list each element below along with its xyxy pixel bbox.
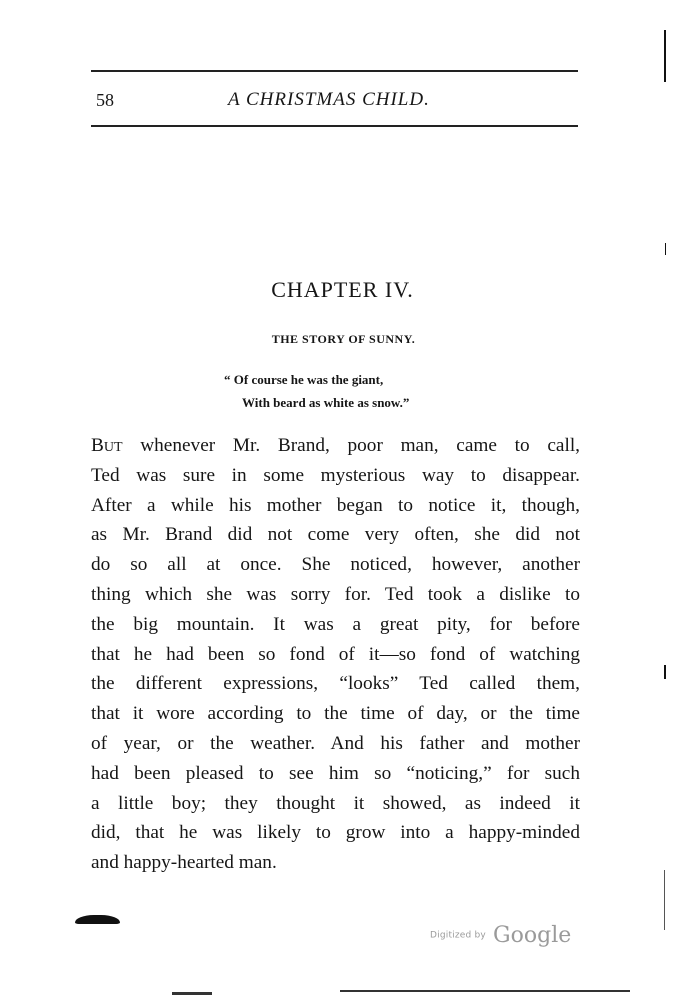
paragraph-line: Ted was sure in some mysterious way to disappear. [91,464,580,486]
paragraph-line: did, that he was likely to grow into a happy-minded [91,822,580,844]
scan-edge-mark [664,665,666,679]
paragraph-line: as Mr. Brand did not come very often, she did not [91,524,580,546]
digitized-watermark [430,923,571,948]
scan-edge-mark [664,30,666,82]
scan-bottom-edge [172,992,212,995]
epigraph-line: “ Of course he was the giant, [224,372,384,387]
paragraph-line: had been pleased to see him so “noticing,” for such [91,762,580,784]
epigraph [224,368,409,414]
paragraph-line: the different expressions, “looks” Ted called them, [91,673,580,695]
paragraph-line [91,431,580,461]
paragraph-line: that he had been so fond of it—so fond of watching [91,643,580,665]
scan-edge-mark [664,870,665,930]
paragraph-line: and happy-hearted man. [91,852,277,874]
scan-bottom-edge [340,990,630,992]
body-paragraph [91,431,580,878]
drop-word: But [91,435,123,456]
paragraph-line: the big mountain. It was a great pity, for before [91,613,580,635]
paragraph-line: of year, or the weather. And his father and mother [91,732,580,754]
epigraph-line: With beard as white as snow.” [242,395,410,410]
paragraph-line: that it wore according to the time of day, or the time [91,703,580,725]
ink-blot [75,915,120,924]
paragraph-line: thing which she was sorry for. Ted took a dislike to [91,583,580,605]
running-head: A CHRISTMAS CHILD. [228,89,430,110]
paragraph-line: a little boy; they thought it showed, as indeed it [91,792,580,814]
digitized-by-text: Digitized by [430,930,486,941]
page-number: 58 [96,90,114,110]
google-logo-text: Google [493,923,572,948]
line-text: whenever Mr. Brand, poor man, came to call, [122,435,580,456]
paragraph-line: After a while his mother began to notice it, though, [91,494,580,516]
chapter-subtitle: THE STORY OF SUNNY. [271,332,416,346]
header-rule-bottom [91,125,578,127]
chapter-heading: CHAPTER IV. [271,277,414,302]
scan-edge-mark [665,243,666,255]
paragraph-line: do so all at once. She noticed, however, another [91,554,580,576]
header-rule-top [91,70,578,72]
